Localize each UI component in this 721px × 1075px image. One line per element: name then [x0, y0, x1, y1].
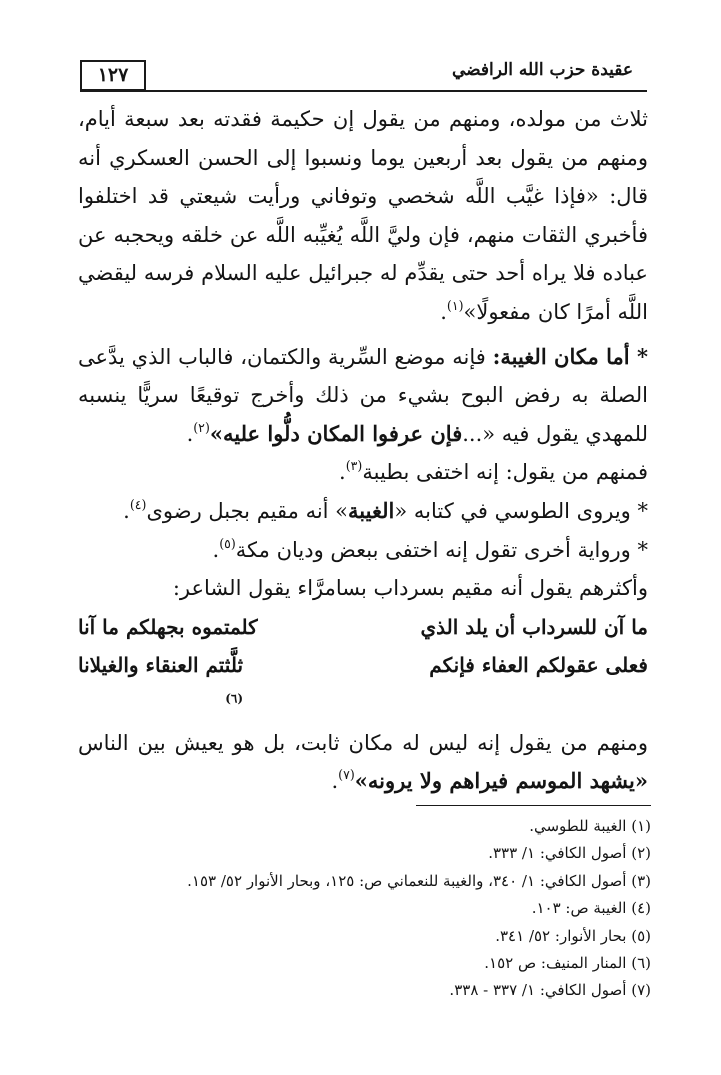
paragraph-6 — [78, 569, 648, 608]
footnote-3: (٣) أصول الكافي: ١/ ٣٤٠، والغيبة للنعماني ص: ١٢٥، وبحار الأنوار ٥٢/ ١٥٣. — [187, 871, 651, 890]
verse-1-first-hemistich: ما آن للسرداب أن يلد الذي — [420, 614, 648, 639]
p1-line-5: يراه أحد حتى يقدِّم له جبرائيل عليه السلام فرسه ليقضي اللَّه أمرًا كان — [78, 261, 648, 324]
footnote-ref-6: (٦) — [225, 691, 244, 706]
p1-line-2: ومنهم من يقول بعد أربعين يوما ونسبوا إلى الحسن العسكري أنه قال: — [78, 145, 648, 209]
verse-2-first-hemistich: فعلى عقولكم العفاء فإنكم — [429, 653, 648, 678]
footnote-ref-3: (٣) — [345, 458, 363, 474]
p2-line-2: الصلة به رفض البوح بشيء من ذلك وأخرج توقيعًا سريًّا ينسبه للمهدي — [78, 383, 648, 446]
p4-post: » أنه مقيم بجبل رضوى — [146, 498, 349, 523]
p1-line-3: «فإذا غيَّب اللَّه شخصي وتوفاني ورأيت شيعتي قد اختلفوا فأخبري — [78, 184, 648, 247]
footnote-7: (٧) أصول الكافي: ١/ ٣٣٧ - ٣٣٨. — [449, 981, 651, 1000]
paragraph-2: * أما مكان الغيبة: فإنه موضع السِّرية والكتمان، فالباب الذي يدَّعى الصلة به رفض البوح بشيء من ذلك وأخرج توقيعًا سريًّا ينسبه للمهدي يقول فيه «...فإن عرفوا المكان دلُّوا عليه»$^{(٢)}$. — [78, 343, 648, 446]
footnote-5: (٥) بحار الأنوار: ٥٢/ ٣٤١. — [495, 926, 651, 945]
running-header-title: عقيدة حزب الله الرافضي — [451, 60, 633, 80]
p2-line-1: فإنه موضع السِّرية والكتمان، فالباب الذي يدَّعى — [78, 344, 486, 369]
p1-line-1: ثلاث من مولده، ومنهم من يقول إن حكيمة فقدته بعد سبعة أيام، — [78, 107, 648, 131]
footnote-separator — [416, 805, 651, 806]
footnote-ref-5: (٥) — [219, 535, 236, 551]
p3-text: فمنهم من يقول: إنه اختفى بطيبة — [362, 460, 648, 485]
footnote-ref-4: (٤) — [129, 497, 147, 513]
p2-line-3: يقول فيه «... — [462, 421, 579, 446]
verse-line-2 — [78, 646, 648, 723]
paragraph-5: * ورواية أخرى تقول إنه اختفى ببعض وديان مكة$^{(٥)}$. — [212, 535, 648, 562]
p7-quote: «يشهد الموسم فيراهم ولا يرونه» — [354, 768, 648, 794]
p2-quote: فإن عرفوا المكان دلُّوا عليه» — [209, 420, 463, 446]
footnotes — [91, 813, 651, 1005]
main-text — [78, 100, 648, 801]
paragraph-4: * ويروى الطوسي في كتابه «الغيبة» أنه مقيم بجبل رضوى$^{(٤)}$. — [123, 497, 648, 523]
header-rule — [80, 90, 647, 92]
footnote-4: (٤) الغيبة ص: ١٠٣. — [531, 899, 651, 918]
footnote-2: (٢) أصول الكافي: ١/ ٣٣٣. — [488, 844, 651, 863]
p4-book-title: الغيبة — [348, 497, 395, 523]
footnote-6: (٦) المنار المنيف: ص ١٥٢. — [484, 954, 651, 973]
p7-text: ومنهم من يقول إنه ليس له مكان ثابت، بل هو يعيش بين الناس — [78, 730, 648, 755]
footnote-1: (١) الغيبة للطوسي. — [529, 817, 651, 835]
footnote-ref-2: (٢) — [193, 419, 210, 435]
paragraph-1: ثلاث من مولده، ومنهم من يقول إن حكيمة فقدته بعد سبعة أيام، ومنهم من يقول بعد أربعين يوما ونسبوا إلى الحسن العسكري أنه قال: «فإذا غيَّب اللَّه شخصي وتوفاني ورأيت شيعتي قد اختلفوا فأخبري الثقات منهم، فإن وليَّ اللَّه يُغيِّبه اللَّه عن خلقه ويحجبه عن عباده فلا يراه أحد حتى يقدِّم له جبرائيل عليه السلام فرسه ليقضي اللَّه أمرًا كان مفعولًا»$^{(١)}$. — [78, 107, 648, 324]
verse-2-second-hemistich — [78, 646, 243, 723]
p6-text: وأكثرهم يقول أنه مقيم بسرداب بسامرَّاء يقول الشاعر: — [172, 576, 648, 601]
verse-1-second-hemistich: كلمتموه بجهلكم ما آنا — [78, 614, 258, 639]
footnote-ref-7: (٧) — [338, 767, 355, 783]
p5-text: * ورواية أخرى تقول إنه اختفى ببعض وديان مكة — [235, 537, 648, 562]
page-number: ١٢٧ — [97, 64, 129, 86]
p4-pre: * ويروى الطوسي في كتابه « — [394, 498, 648, 523]
p1-line-6: مفعولًا» — [463, 299, 532, 324]
page-number-box — [80, 60, 146, 91]
verse-2-second-text: ثلَّثتم العنقاء والغيلانا — [78, 653, 244, 678]
verse-line-1 — [78, 608, 648, 647]
p1-line-4: الثقات منهم، فإن وليَّ اللَّه يُغيِّبه اللَّه عن خلقه ويحجبه عن عباده فلا — [78, 222, 648, 286]
paragraph-7: ومنهم من يقول إنه ليس له مكان ثابت، بل هو يعيش بين الناس «يشهد الموسم فيراهم ولا يرونه»$^{(٧)}$. — [78, 730, 648, 794]
paragraph-3: فمنهم من يقول: إنه اختفى بطيبة$^{(٣)}$. — [339, 458, 648, 485]
p2-heading: * أما مكان الغيبة: — [492, 343, 648, 369]
footnote-ref-1: (١) — [446, 298, 464, 314]
